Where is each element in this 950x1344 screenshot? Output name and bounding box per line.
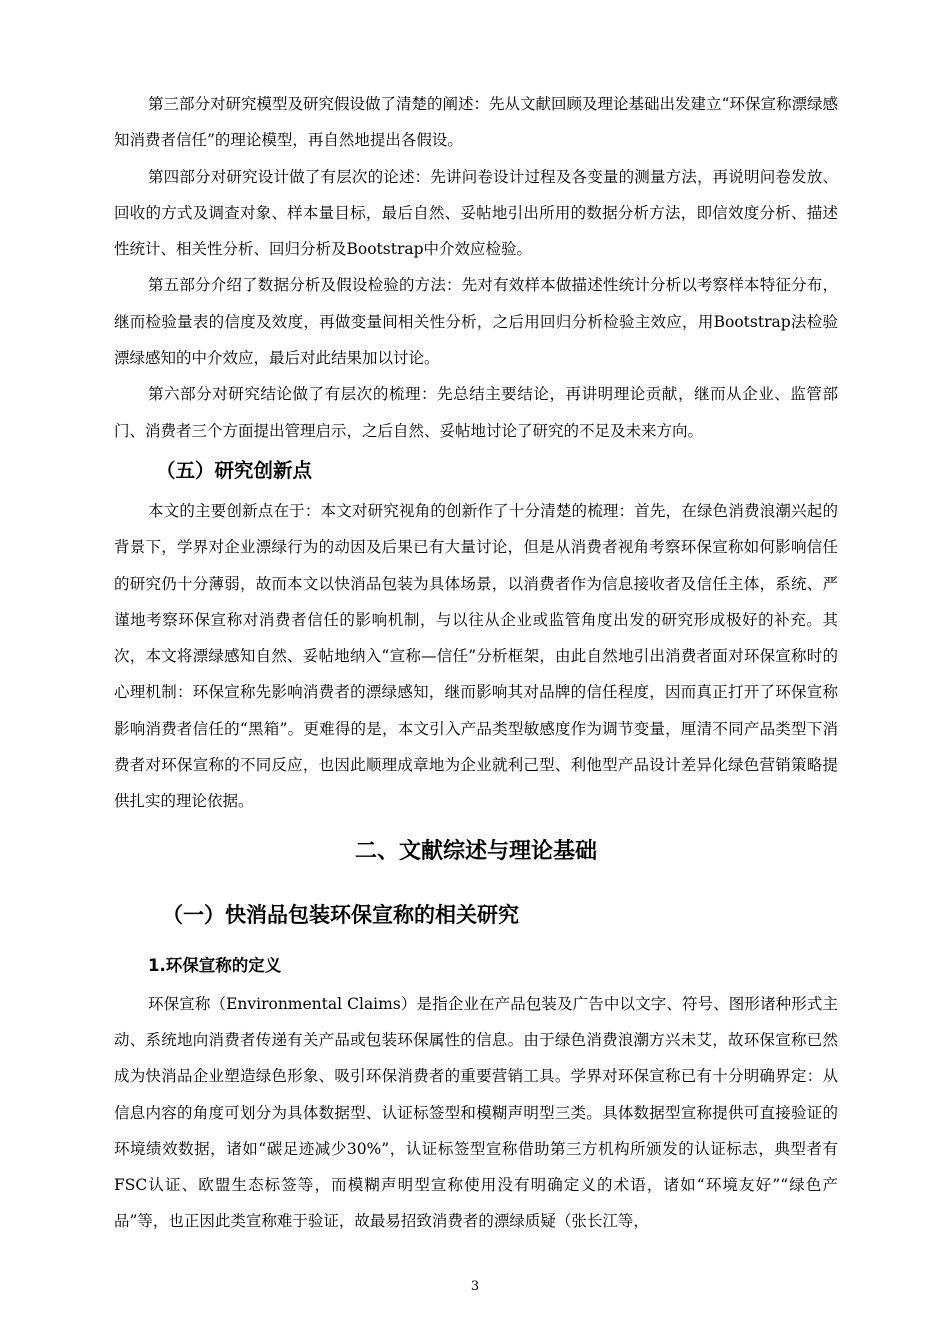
paragraph-definition: 环保宣称（Environmental Claims）是指企业在产品包装及广告中以文字、符号、图形诸种形式主动、系统地向消费者传递有关产品或包装环保属性的信息。由于绿色消费浪潮方兴未艾，故环保宣称已然成为快消品企业塑造绿色形象、吸引环保消费者的重要营销工具。学界对环保宣称已有十分明确界定：从信息内容的角度可划分为具体数据型、认证标签型和模糊声明型三类。具体数据型宣称提供可直接验证的环境绩效数据，诸如“碳足迹减少30%”，认证标签型宣称借助第三方机构所颁发的认证标志，典型者有FSC认证、欧盟生态标签等，而模糊声明型宣称使用没有明确定义的术语，诸如“环境友好”“绿色产品”等，也正因此类宣称难于验证，故最易招致消费者的漂绿质疑（张长江等， <box>114 994 838 1231</box>
paragraph-part-three: 第三部分对研究模型及研究假设做了清楚的阐述：先从文献回顾及理论基础出发建立“环保宣称漂绿感知消费者信任”的理论模型，再自然地提出各假设。 <box>114 95 838 150</box>
subsection-title: 1.环保宣称的定义 <box>148 955 282 975</box>
paragraph-part-five: 第五部分介绍了数据分析及假设检验的方法：先对有效样本做描述性统计分析以考察样本特征分布，继而检验量表的信度及效度，再做变量间相关性分析，之后用回归分析检验主效应，用Bootstrap法检验漂绿感知的中介效应，最后对此结果加以讨论。 <box>114 276 838 368</box>
page-content <box>114 86 838 1240</box>
paragraph-part-six: 第六部分对研究结论做了有层次的梳理：先总结主要结论，再讲明理论贡献，继而从企业、监管部门、消费者三个方面提出管理启示，之后自然、妥帖地讨论了研究的不足及未来方向。 <box>114 385 838 440</box>
chapter-title: 二、文献综述与理论基础 <box>354 838 597 864</box>
heading-innovation: （五）研究创新点 <box>156 458 313 482</box>
section-title: （一）快消品包装环保宣称的相关研究 <box>162 902 519 927</box>
page-number: 3 <box>470 1279 480 1294</box>
paragraph-part-four: 第四部分对研究设计做了有层次的论述：先讲问卷设计过程及各变量的测量方法，再说明问卷发放、回收的方式及调查对象、样本量目标，最后自然、妥帖地引出所用的数据分析方法，即信效度分析、描述性统计、相关性分析、回归分析及Bootstrap中介效应检验。 <box>114 167 838 259</box>
paragraph-innovation: 本文的主要创新点在于：本文对研究视角的创新作了十分清楚的梳理：首先，在绿色消费浪潮兴起的背景下，学界对企业漂绿行为的动因及后果已有大量讨论，但是从消费者视角考察环保宣称如何影响信任的研究仍十分薄弱，故而本文以快消品包装为具体场景，以消费者作为信息接收者及信任主体，系统、严谨地考察环保宣称对消费者信任的影响机制，与以往从企业或监管角度出发的研究形成极好的补充。其次，本文将漂绿感知自然、妥帖地纳入“宣称—信任”分析框架，由此自然地引出消费者面对环保宣称时的心理机制：环保宣称先影响消费者的漂绿感知，继而影响其对品牌的信任程度，因而真正打开了环保宣称影响消费者信任的“黑箱”。更难得的是，本文引入产品类型敏感度作为调节变量，厘清不同产品类型下消费者对环保宣称的不同反应，也因此顺理成章地为企业就利己型、利他型产品设计差异化绿色营销策略提供扎实的理论依据。 <box>114 501 838 811</box>
